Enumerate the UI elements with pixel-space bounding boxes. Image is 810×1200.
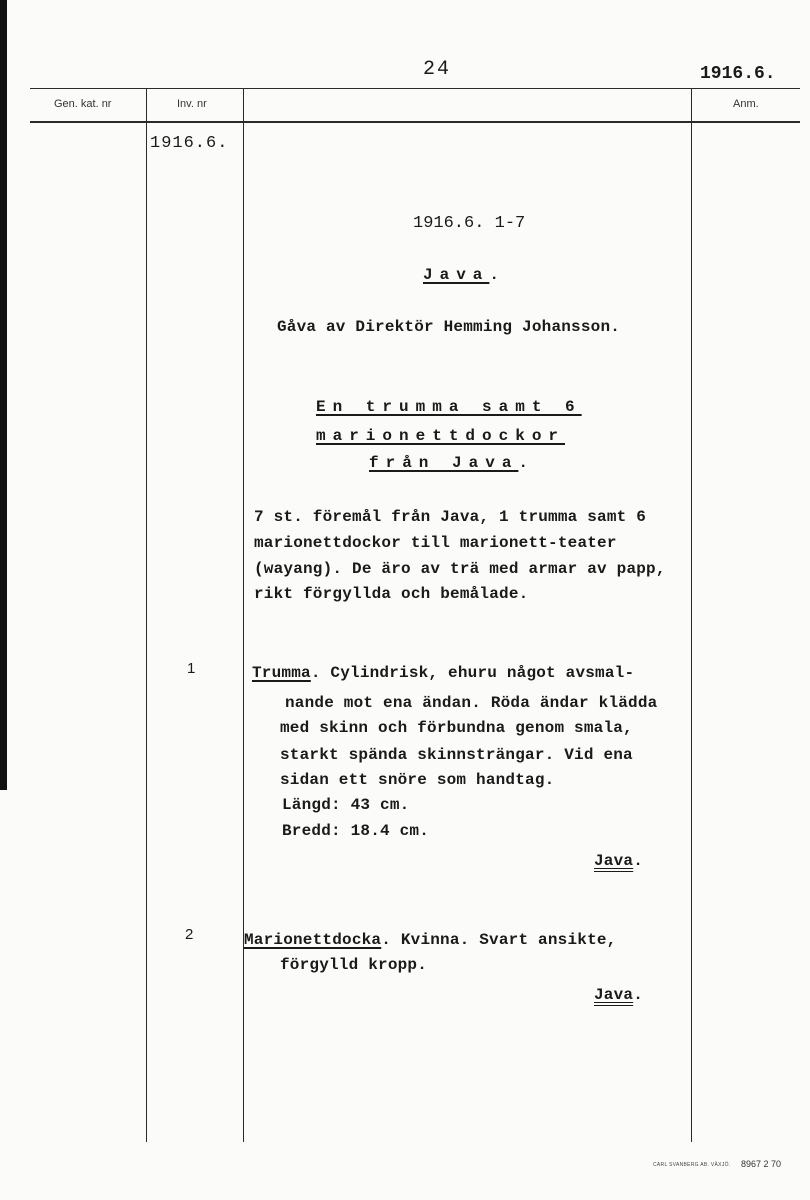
- description-line-4: rikt förgyllda och bemålade.: [254, 585, 529, 603]
- heading-line-3-text: från Java: [369, 454, 519, 472]
- description-line-1: 7 st. föremål från Java, 1 trumma samt 6: [254, 508, 647, 526]
- item1-name: Trumma: [252, 664, 311, 682]
- column-divider-1: [146, 89, 147, 1142]
- inv-top-number: 1916.6.: [150, 134, 229, 153]
- item2-line-1-rest: . Kvinna. Svart ansikte,: [381, 931, 617, 949]
- printer-imprint: CARL SVANBERG AB. VÄXJÖ.: [653, 1162, 731, 1168]
- item1-origin-text: Java: [594, 852, 634, 870]
- item2-name: Marionettdocka: [244, 931, 382, 949]
- item1-origin: [594, 852, 643, 870]
- item2-origin: [594, 986, 643, 1004]
- column-divider-3: [691, 89, 692, 1142]
- heading-line-3: [369, 454, 528, 472]
- description-line-2: marionettdockor till marionett-teater: [254, 534, 617, 552]
- page-number: 24: [423, 58, 452, 81]
- heading-line-3-suffix: .: [518, 454, 529, 472]
- item1-line-1: [252, 664, 634, 682]
- donor-line: Gåva av Direktör Hemming Johansson.: [277, 318, 621, 336]
- item1-origin-suffix: .: [633, 852, 644, 870]
- inv-item1-number: 1: [187, 660, 196, 677]
- catalog-number-header: 1916.6.: [700, 64, 776, 84]
- item1-line-3: med skinn och förbundna genom smala,: [280, 719, 633, 737]
- item2-origin-suffix: .: [633, 986, 644, 1004]
- item2-origin-text: Java: [594, 986, 634, 1004]
- location-title: [423, 266, 499, 284]
- location-title-text: Java: [423, 266, 490, 284]
- heading-line-2: marionettdockor: [316, 427, 566, 445]
- item2-line-1: [244, 931, 616, 949]
- heading-line-1: En trumma samt 6: [316, 398, 582, 416]
- column-header-gen-kat-nr: Gen. kat. nr: [54, 98, 112, 110]
- item2-line-2: förgylld kropp.: [280, 956, 428, 974]
- item1-line-4: starkt spända skinnsträngar. Vid ena: [280, 746, 633, 764]
- item1-length: Längd: 43 cm.: [282, 796, 410, 814]
- column-header-inv-nr: Inv. nr: [177, 98, 207, 110]
- form-code: 8967 2 70: [741, 1159, 782, 1169]
- item1-line-2: nande mot ena ändan. Röda ändar klädda: [285, 694, 658, 712]
- location-title-suffix: .: [489, 266, 500, 284]
- binding-edge: [0, 0, 7, 790]
- inv-item2-number: 2: [185, 926, 194, 943]
- column-divider-2: [243, 89, 244, 1142]
- item1-line-1-rest: . Cylindrisk, ehuru något avsmal-: [310, 664, 635, 682]
- column-header-anm: Anm.: [733, 98, 759, 110]
- item1-width: Bredd: 18.4 cm.: [282, 822, 430, 840]
- catalog-range: 1916.6. 1-7: [413, 214, 526, 233]
- description-line-3: (wayang). De äro av trä med armar av papp,: [254, 560, 666, 578]
- item1-line-5: sidan ett snöre som handtag.: [280, 771, 555, 789]
